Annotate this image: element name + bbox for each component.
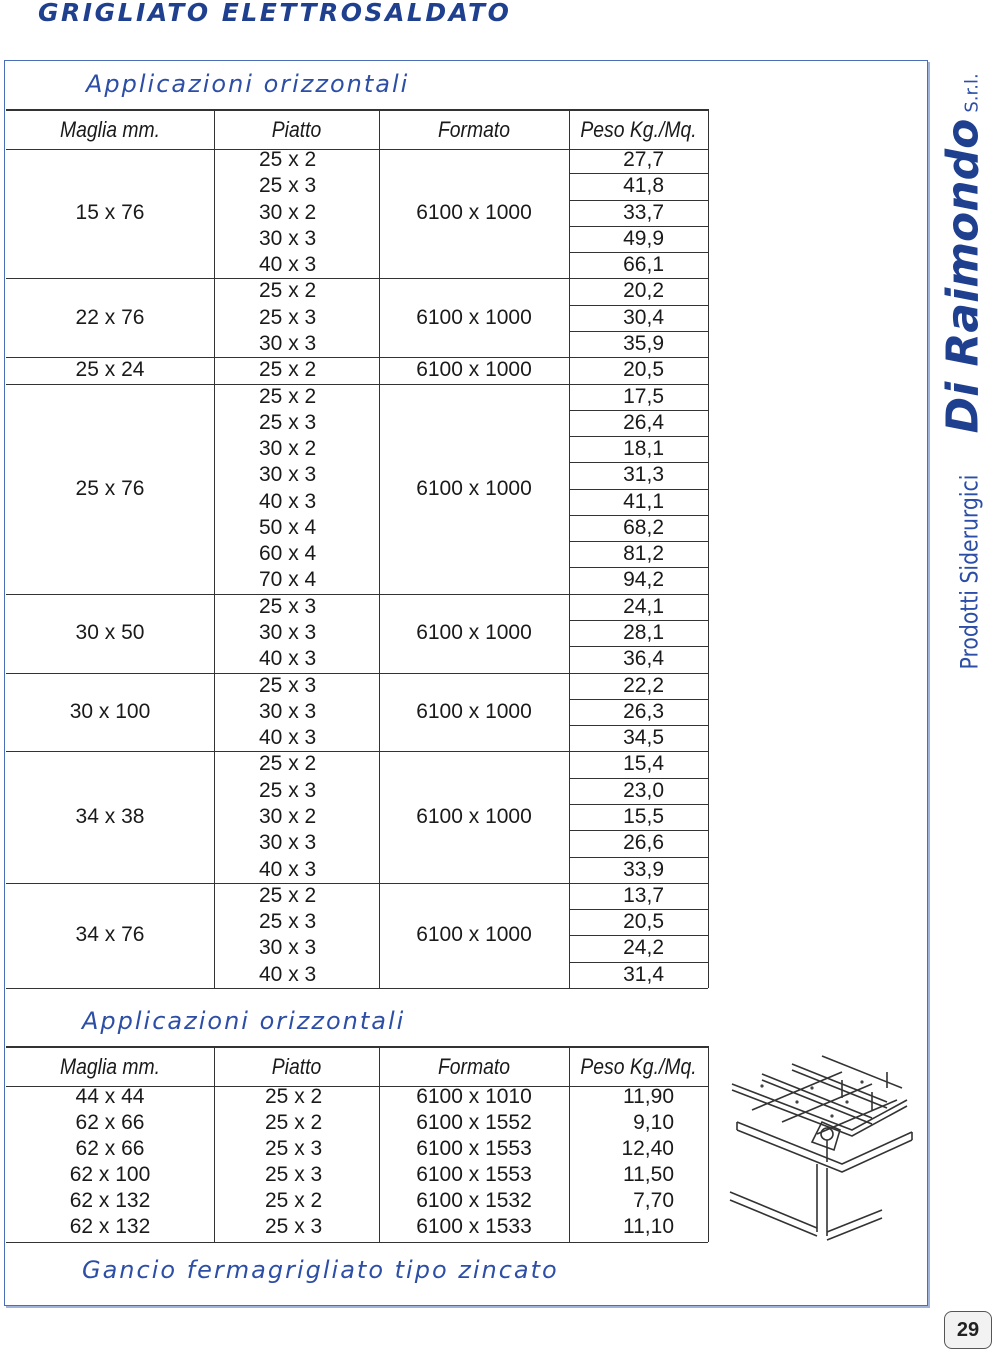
peso-row-divider [569,515,708,516]
peso-cell: 23,0 [623,778,664,802]
column-header-piatto: Piatto [271,117,322,142]
piatto-cell: 30 x 2 [259,437,317,461]
piatto-cell: 30 x 3 [259,621,317,645]
maglia-cell: 34 x 38 [75,805,145,829]
column-divider [379,109,380,988]
piatto-cell: 40 x 3 [259,489,317,513]
piatto-cell: 25 x 2 [259,883,317,907]
peso-row-divider [569,410,708,411]
section2-heading: Applicazioni orizzontali [82,1007,406,1035]
piatto-cell: 25 x 2 [265,1189,323,1212]
formato-cell: 6100 x 1553 [416,1137,532,1160]
piatto-cell: 25 x 3 [265,1137,323,1160]
peso-cell: 24,1 [623,594,664,618]
piatto-cell: 30 x 2 [259,805,317,828]
peso-cell: 35,9 [623,331,664,355]
peso-cell: 15,4 [623,752,664,776]
formato-cell: 6100 x 1552 [416,1111,532,1134]
peso-cell: 11,90 [623,1085,674,1108]
peso-row-divider [569,331,708,332]
peso-cell: 15,5 [623,805,664,828]
peso-row-divider [569,305,708,306]
peso-row-divider [569,804,708,805]
peso-cell: 49,9 [623,226,664,250]
peso-row-divider [569,462,708,463]
formato-cell: 6100 x 1532 [416,1189,532,1212]
peso-row-divider [569,857,708,858]
piatto-cell: 30 x 3 [259,463,317,487]
peso-row-divider [569,962,708,963]
peso-cell: 30,4 [623,305,664,329]
peso-row-divider [569,226,708,227]
column-divider [708,109,709,988]
column-header-formato: Formato [437,117,511,142]
piatto-cell: 30 x 3 [259,331,317,355]
maglia-cell: 30 x 50 [75,621,145,645]
piatto-cell: 25 x 3 [259,410,317,434]
formato-cell: 6100 x 1533 [416,1215,532,1238]
peso-cell: 24,2 [623,936,664,960]
peso-cell: 12,40 [621,1137,674,1160]
page-title: GRIGLIATO ELETTROSALDATO [38,0,512,27]
piatto-cell: 25 x 2 [265,1111,323,1134]
formato-cell: 6100 x 1553 [416,1163,532,1186]
peso-row-divider [569,489,708,490]
piatto-cell: 25 x 3 [259,778,317,802]
table-bottom-border [6,1242,708,1243]
maglia-cell: 44 x 44 [75,1085,145,1108]
piatto-cell: 25 x 2 [259,752,317,776]
peso-cell: 94,2 [623,568,664,592]
peso-cell: 28,1 [623,621,664,645]
piatto-cell: 30 x 2 [259,200,317,224]
peso-row-divider [569,699,708,700]
maglia-cell: 62 x 66 [75,1137,145,1160]
gancio-fermagrigliato-illustration [722,1052,922,1242]
piatto-cell: 40 x 3 [259,253,317,277]
column-divider [569,109,570,988]
piatto-cell: 25 x 3 [259,673,317,697]
piatto-cell: 40 x 3 [259,857,317,881]
column-header-peso: Peso Kg./Mq. [580,117,697,142]
table-header-row [6,109,708,150]
section1-heading: Applicazioni orizzontali [86,70,410,98]
column-header-peso: Peso Kg./Mq. [580,1054,697,1079]
peso-row-divider [569,830,708,831]
peso-row-divider [569,909,708,910]
piatto-cell: 25 x 2 [259,148,317,171]
maglia-cell: 15 x 76 [75,200,145,224]
peso-cell: 26,4 [623,410,664,434]
piatto-cell: 25 x 3 [259,594,317,618]
column-divider [708,1046,709,1242]
peso-row-divider [569,620,708,621]
peso-row-divider [569,935,708,936]
peso-cell: 13,7 [623,883,664,907]
formato-cell: 6100 x 1000 [416,621,532,645]
piatto-cell: 25 x 3 [265,1215,323,1238]
piatto-cell: 25 x 2 [265,1085,323,1108]
peso-cell: 34,5 [623,726,664,750]
piatto-cell: 60 x 4 [259,542,317,566]
piatto-cell: 70 x 4 [259,568,317,592]
piatto-cell: 30 x 3 [259,936,317,960]
piatto-cell: 30 x 3 [259,831,317,855]
column-header-maglia: Maglia mm. [59,1054,161,1079]
brand-subtitle: Prodotti Siderurgici [955,474,984,670]
peso-cell: 20,5 [623,358,664,382]
group-divider [6,988,708,989]
piatto-cell: 25 x 2 [259,358,317,382]
maglia-cell: 62 x 100 [69,1163,151,1186]
peso-cell: 31,4 [623,962,664,986]
peso-cell: 20,5 [623,910,664,934]
piatto-cell: 40 x 3 [259,726,317,750]
formato-cell: 6100 x 1000 [416,358,532,382]
peso-cell: 81,2 [623,542,664,566]
piatto-cell: 25 x 3 [259,305,317,329]
maglia-cell: 34 x 76 [75,923,145,947]
peso-cell: 31,3 [623,463,664,487]
peso-row-divider [569,646,708,647]
piatto-cell: 40 x 3 [259,962,317,986]
column-header-formato: Formato [437,1054,511,1079]
piatto-cell: 25 x 2 [259,279,317,303]
peso-cell: 41,8 [623,174,664,198]
peso-row-divider [569,252,708,253]
piatto-cell: 25 x 3 [265,1163,323,1186]
peso-row-divider [569,778,708,779]
peso-row-divider [569,173,708,174]
column-divider [379,1046,380,1242]
peso-cell: 41,1 [623,489,664,513]
column-divider [214,109,215,988]
formato-cell: 6100 x 1000 [416,200,532,224]
piatto-cell: 25 x 3 [259,174,317,198]
piatto-cell: 25 x 2 [259,384,317,408]
peso-cell: 66,1 [623,253,664,277]
peso-cell: 27,7 [623,148,664,171]
peso-cell: 11,50 [623,1163,674,1186]
section3-heading: Gancio fermagrigliato tipo zincato [82,1256,559,1284]
peso-cell: 33,7 [623,200,664,224]
maglia-cell: 25 x 76 [75,476,145,500]
formato-cell: 6100 x 1010 [416,1085,532,1108]
formato-cell: 6100 x 1000 [416,923,532,947]
maglia-cell: 30 x 100 [69,700,151,724]
formato-cell: 6100 x 1000 [416,805,532,829]
piatto-cell: 30 x 3 [259,226,317,250]
piatto-cell: 40 x 3 [259,647,317,671]
column-divider [569,1046,570,1242]
peso-cell: 22,2 [623,673,664,697]
peso-row-divider [569,725,708,726]
page-number: 29 [944,1311,992,1349]
table-header-row [6,1046,708,1087]
brand-suffix: S.r.l. [961,73,983,113]
peso-row-divider [569,541,708,542]
peso-cell: 26,6 [623,831,664,855]
peso-cell: 7,70 [633,1189,674,1212]
peso-cell: 20,2 [623,279,664,303]
formato-cell: 6100 x 1000 [416,305,532,329]
peso-cell: 17,5 [623,384,664,408]
brand-logo [930,60,996,700]
piatto-cell: 30 x 3 [259,699,317,723]
brand-name: Di Raimondo [937,118,989,434]
peso-cell: 11,10 [623,1215,674,1238]
maglia-cell: 25 x 24 [75,358,145,382]
piatto-cell: 50 x 4 [259,515,317,539]
formato-cell: 6100 x 1000 [416,700,532,724]
maglia-cell: 62 x 132 [69,1189,151,1212]
formato-cell: 6100 x 1000 [416,476,532,500]
maglia-cell: 62 x 66 [75,1111,145,1134]
maglia-cell: 62 x 132 [69,1215,151,1238]
peso-cell: 36,4 [623,647,664,671]
peso-row-divider [569,200,708,201]
peso-cell: 33,9 [623,857,664,881]
column-divider [214,1046,215,1242]
peso-cell: 9,10 [633,1111,674,1134]
column-header-maglia: Maglia mm. [59,117,161,142]
column-header-piatto: Piatto [271,1054,322,1079]
peso-row-divider [569,436,708,437]
maglia-cell: 22 x 76 [75,305,145,329]
piatto-cell: 25 x 3 [259,910,317,934]
peso-cell: 26,3 [623,699,664,723]
peso-cell: 18,1 [623,437,664,461]
peso-cell: 68,2 [623,515,664,539]
peso-row-divider [569,567,708,568]
